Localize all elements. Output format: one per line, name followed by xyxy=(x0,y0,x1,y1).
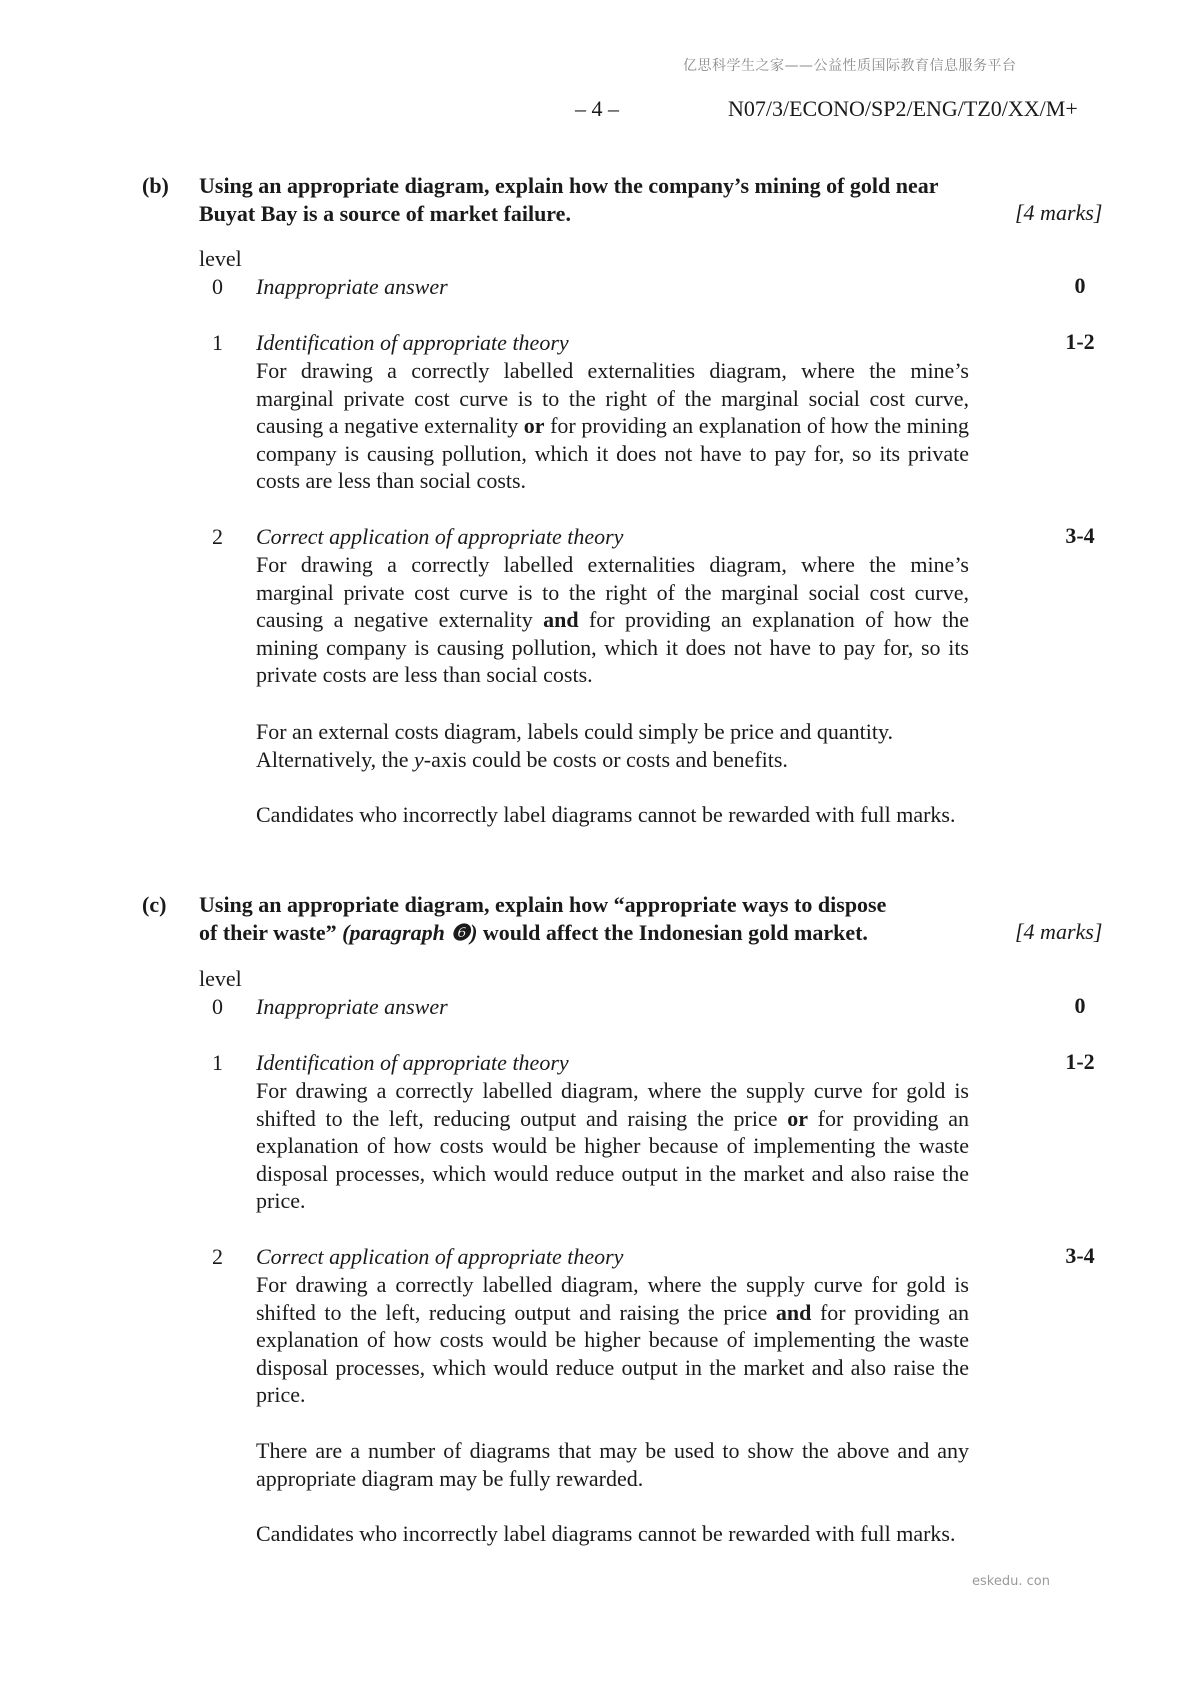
section-c-level-heading: level xyxy=(199,966,242,991)
page-number: – 4 – xyxy=(575,96,619,121)
section-b-marks: [4 marks] xyxy=(1015,200,1103,225)
section-b-level-0-number: 0 xyxy=(212,274,223,299)
section-c-marks: [4 marks] xyxy=(1015,919,1103,944)
section-c-label: (c) xyxy=(142,892,167,917)
section-b-note-incorrect-labels: Candidates who incorrectly label diagrams cannot be rewarded with full marks. xyxy=(256,802,956,827)
section-b-level-0-title: Inappropriate answer xyxy=(256,274,448,299)
section-b-level-1-title: Identification of appropriate theory xyxy=(256,330,569,355)
section-b-level-2-number: 2 xyxy=(212,524,223,549)
section-c-level-2-score: 3-4 xyxy=(1065,1243,1095,1268)
watermark-top: 亿思科学生之家——公益性质国际教育信息服务平台 xyxy=(683,58,1017,74)
section-c-level-0-score: 0 xyxy=(1074,993,1086,1018)
section-b-question: Using an appropriate diagram, explain how the company’s mining of gold near Buyat Bay is a source of market failure. xyxy=(199,173,939,226)
section-c-level-1-description: For drawing a correctly labelled diagram, where the supply curve for gold is shifted to the left, reducing output and raising the price or for providing an explanation of how costs would be higher because of implementing the waste disposal processes, which would reduce output in the market and also raise the price. xyxy=(256,1078,969,1214)
section-b-level-2-description: For drawing a correctly labelled externalities diagram, where the mine’s marginal private cost curve is to the right of the marginal social cost curve, causing a negative externality and for providing an explanation of how the mining company is causing pollution, which it does not have to pay for, so its private costs are less than social costs. xyxy=(256,552,969,688)
section-b-note-diagram-labels: For an external costs diagram, labels could simply be price and quantity. Alternatively, the y-axis could be costs or costs and benefits. xyxy=(256,719,894,772)
watermark-bottom: eskedu. con xyxy=(972,1574,1050,1589)
section-c-note-any-diagram: There are a number of diagrams that may be used to show the above and any appropriate diagram may be fully rewarded. xyxy=(256,1438,969,1491)
section-b-level-1-description: For drawing a correctly labelled externalities diagram, where the mine’s marginal private cost curve is to the right of the marginal social cost curve, causing a negative externality or for providing an explanation of how the mining company is causing pollution, which it does not have to pay for, so its private costs are less than social costs. xyxy=(256,358,970,494)
section-c-level-0-title: Inappropriate answer xyxy=(256,994,448,1019)
section-c-level-2-description: For drawing a correctly labelled diagram, where the supply curve for gold is shifted to the left, reducing output and raising the price and for providing an explanation of how costs would be higher because of implementing the waste disposal processes, which would reduce output in the market and also raise the price. xyxy=(256,1272,970,1408)
section-b-level-1-number: 1 xyxy=(212,330,223,355)
section-c-question: Using an appropriate diagram, explain how “appropriate ways to dispose of their waste” (paragraph ❻) would affect the Indonesian gold market. xyxy=(199,892,887,945)
section-c-level-2-title: Correct application of appropriate theory xyxy=(256,1244,624,1269)
section-c-level-2-number: 2 xyxy=(212,1244,223,1269)
section-b-level-0-score: 0 xyxy=(1074,273,1086,298)
section-c-level-0-number: 0 xyxy=(212,994,223,1019)
section-b-level-heading: level xyxy=(199,246,242,271)
section-c-note-incorrect-labels: Candidates who incorrectly label diagrams cannot be rewarded with full marks. xyxy=(256,1521,956,1546)
section-b-level-2-score: 3-4 xyxy=(1065,523,1095,548)
section-b-level-2-title: Correct application of appropriate theory xyxy=(256,524,624,549)
document-code: N07/3/ECONO/SP2/ENG/TZ0/XX/M+ xyxy=(728,96,1078,121)
section-b-label: (b) xyxy=(142,173,169,198)
section-c-level-1-title: Identification of appropriate theory xyxy=(256,1050,569,1075)
section-c-level-1-score: 1-2 xyxy=(1065,1049,1095,1074)
section-b-level-1-score: 1-2 xyxy=(1065,329,1095,354)
section-c-level-1-number: 1 xyxy=(212,1050,223,1075)
